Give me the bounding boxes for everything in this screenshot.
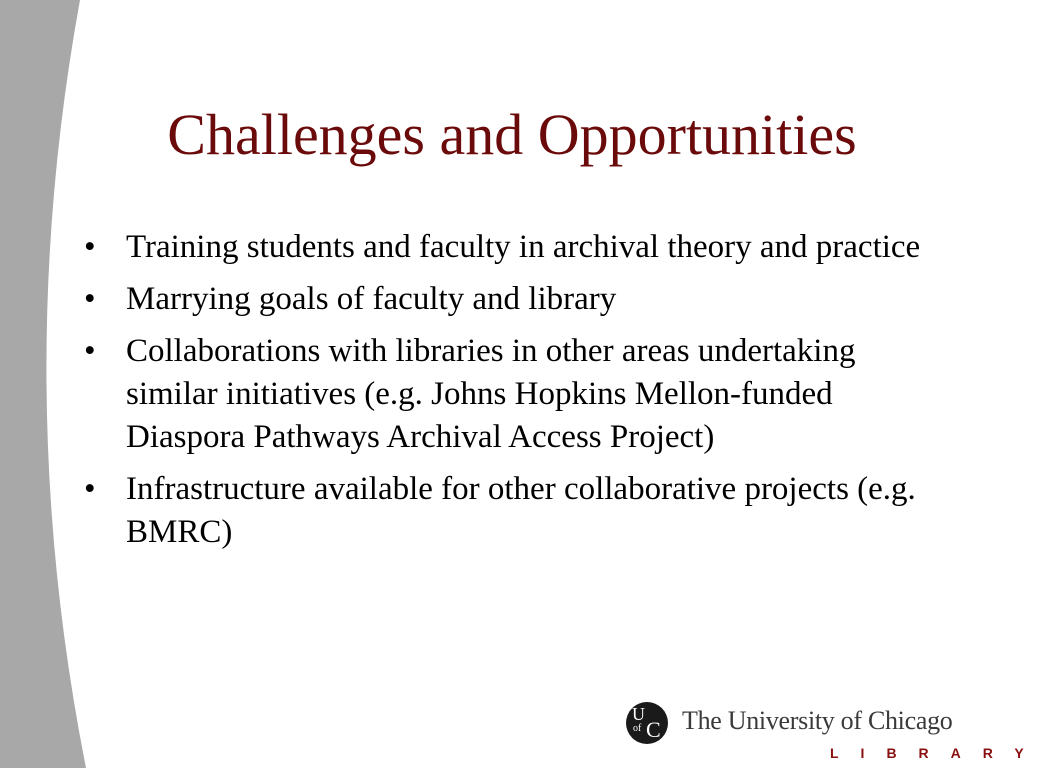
bullet-dot: • (84, 281, 96, 317)
bullet-dot: • (84, 471, 96, 507)
seal-letter-of: of (633, 723, 642, 734)
bullet-item (84, 330, 954, 459)
university-seal-icon (626, 702, 668, 744)
bullet-item (84, 278, 954, 321)
library-wordmark: LIBRARY (830, 745, 1046, 761)
bullet-item (84, 226, 954, 269)
bullet-text: Training students and faculty in archival theory and practice (126, 229, 921, 265)
bullet-dot: • (84, 229, 96, 265)
bullet-text: Marrying goals of faculty and library (126, 281, 617, 317)
seal-letter-c: C (646, 717, 661, 742)
bullet-dot: • (84, 333, 96, 369)
university-name: The University of Chicago (682, 706, 953, 735)
slide-title: Challenges and Opportunities (167, 102, 857, 167)
bullet-item (84, 468, 954, 554)
bullet-text: Collaborations with libraries in other areas undertaking similar initiatives (e.g. Johns Hopkins Mellon-funded Diaspora Pathways Archival Access Project) (126, 333, 856, 455)
seal-letter-u: U (632, 704, 645, 724)
university-library-logo (626, 700, 1046, 766)
bullet-list (84, 226, 954, 563)
bullet-text: Infrastructure available for other collaborative projects (e.g. BMRC) (126, 471, 916, 550)
